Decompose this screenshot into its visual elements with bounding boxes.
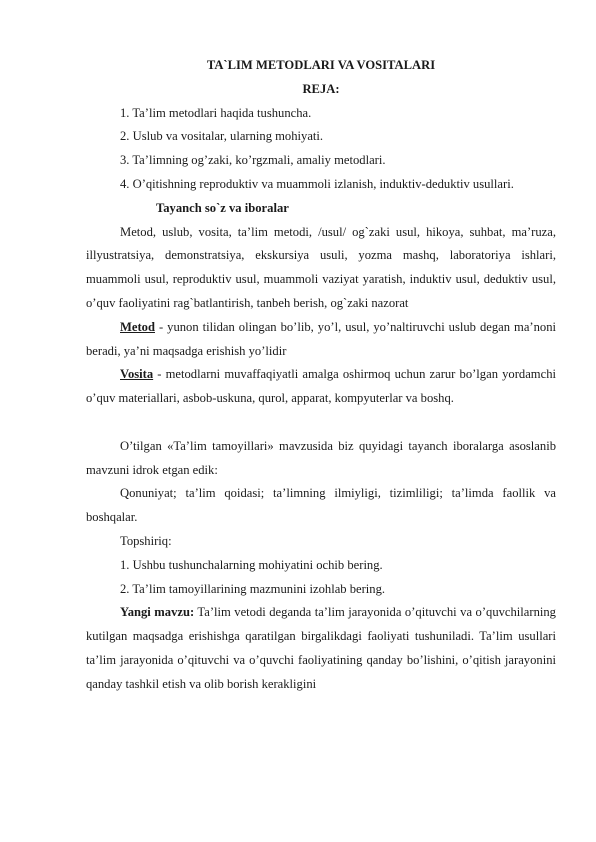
plan-item: 2. Uslub va vositalar, ularning mohiyati. (120, 129, 324, 144)
vosita-definition (86, 363, 556, 411)
vosita-text: - metodlarni muvaffaqiyatli amalga oshirmoq uchun zarur bo’lgan yordamchi o’quv materiallari, asbob-uskuna, qurol, apparat, kompyuterlar va boshq. (86, 367, 556, 406)
task-item: 1. Ushbu tushunchalarning mohiyatini ochib bering. (120, 557, 383, 572)
metod-definition (86, 316, 556, 364)
plan-item: 1. Ta’lim metodlari haqida tushuncha. (120, 105, 312, 120)
task-item: 2. Ta’lim tamoyillarining mazmunini izohlab bering. (120, 581, 386, 596)
previous-terms-paragraph: Qonuniyat; ta’lim qoidasi; ta’limning ilmiyligi, tizimliligi; ta’limda faollik va boshqalar. (86, 486, 556, 525)
task-heading: Topshiriq: (120, 533, 172, 548)
metod-text: - yunon tilidan olingan bo’lib, yo’l, usul, yo’naltiruvchi uslub degan ma’noni beradi, ya’ni maqsadga erishish yo’lidir (86, 319, 556, 358)
spacer (86, 411, 556, 435)
plan-item: 4. O’qitishning reproduktiv va muammoli izlanish, induktiv-deduktiv usullari. (120, 176, 514, 191)
previous-topic-paragraph: O’tilgan «Ta’lim tamoyillari» mavzusida biz quyidagi tayanch iboralarga asoslanib mavzuni idrok etgan edik: (86, 438, 556, 477)
new-topic-paragraph (86, 601, 556, 696)
keywords-paragraph: Metod, uslub, vosita, ta’lim metodi, /usul/ og`zaki usul, hikoya, suhbat, ma’ruza, illyustratsiya, demonstratsiya, ekskursiya usuli, yozma mashq, laboratoriya ishlari, muammoli usul, reproduktiv usul, muammoli vaziyat yaratish, induktiv usul, deduktiv usul, o’quv faoliyatini rag`batlantirish, tanbeh berish, og`zaki nazorat (86, 224, 556, 310)
metod-term: Metod (120, 319, 155, 334)
document-title: TA`LIM METODLARI VA VOSITALARI (206, 58, 436, 72)
plan-heading: REJA: (302, 81, 340, 96)
new-topic-text: Ta’lim vetodi deganda ta’lim jarayonida o’qituvchi va o’quvchilarning kutilgan maqsadga erishishga qaratilgan birgalikdagi faoliyati tushuniladi. Ta’lim usullari ta’lim jarayonida o’qituvchi va o’quvchi faoliyatining qanday bo’lishini, o’qitish jarayonini qanday tashkil etish va olib borish kerakligini (86, 605, 556, 691)
vosita-term: Vosita (120, 367, 154, 382)
keywords-heading: Tayanch so`z va iboralar (156, 200, 289, 215)
plan-item: 3. Ta’limning og’zaki, ko’rgzmali, amaliy metodlari. (120, 153, 386, 168)
new-topic-label: Yangi mavzu: (120, 605, 195, 620)
document-page (86, 54, 556, 697)
